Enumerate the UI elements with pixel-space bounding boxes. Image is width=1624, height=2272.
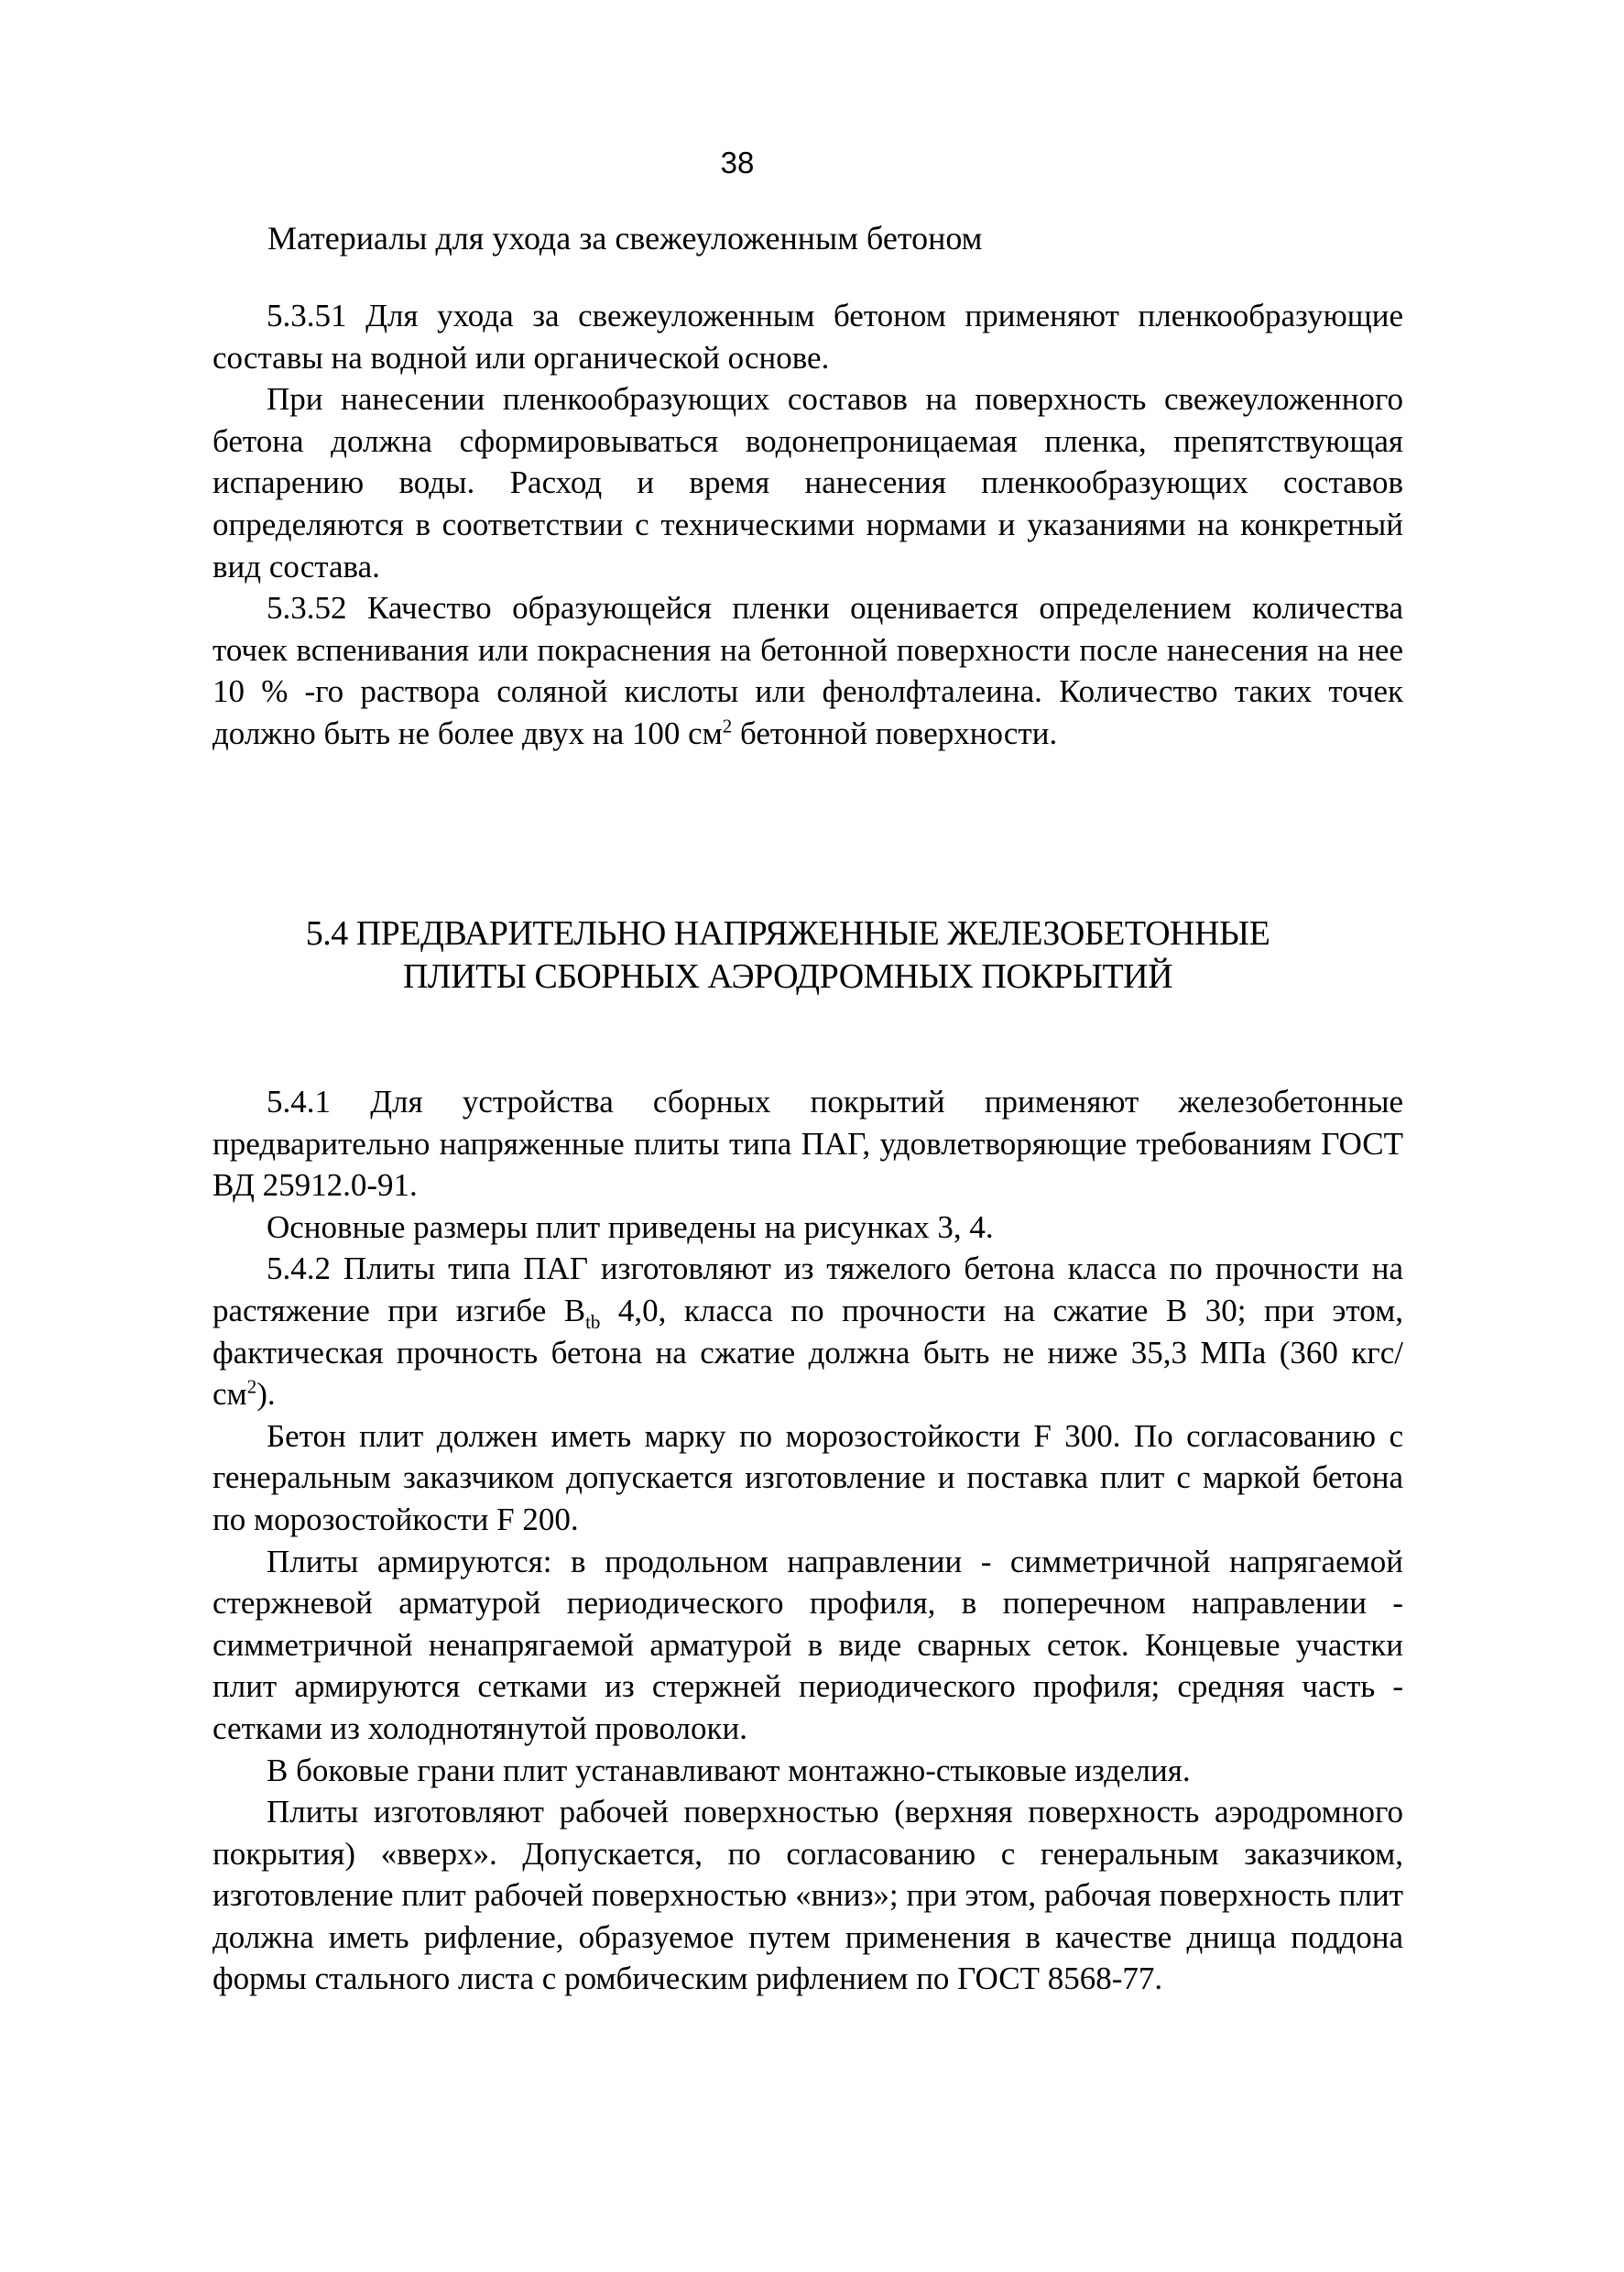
paragraph-film-requirements: При нанесении пленкообразующих составов на поверхность свежеуложенного бетона должна сформировываться водонепроницаемая пленка, препятствующая испарению воды. Расход и время нанесения пленкообразующих составов определяются в соответствии с техническими нормами и указаниями на конкретный вид состава. (213, 381, 1403, 584)
superscript: 2 (246, 1375, 257, 1398)
paragraph-joint-fittings: В боковые грани плит устанавливают монтажно-стыковые изделия. (267, 1752, 1191, 1788)
care-materials-subheading: Материалы для ухода за свежеуложенным бетоном (267, 220, 983, 257)
text-run: 5.4.2 Плиты типа ПАГ изготовляют из тяжелого бетона класса по прочности на растяжение при изгибе В (213, 1251, 1403, 1328)
paragraph-working-surface: Плиты изготовляют рабочей поверхностью (верхняя поверхность аэродромного покрытия) «вверх». Допускается, по согласованию с генеральным заказчиком, изготовление плит рабочей поверхностью «вниз»; при этом, рабочая поверхность плит должна иметь рифление, образуемое путем применения в качестве днища поддона формы стального листа с ромбическим рифлением по ГОСТ 8568-77. (213, 1794, 1403, 1997)
subscript: tb (585, 1310, 601, 1333)
paragraph-5-4-2 (213, 1248, 1403, 1415)
paragraph-reinforcement: Плиты армируются: в продольном направлении - симметричной напрягаемой стержневой арматурой периодического профиля, в поперечном направлении - симметричной ненапрягаемой арматурой в виде сварных сеток. Концевые участки плит армируются сетками из стержней периодического профиля; средняя часть - сетками из холоднотянутой проволоки. (213, 1543, 1403, 1746)
section-5-4-body (213, 1081, 1403, 2000)
paragraph-5-3-52 (213, 587, 1403, 754)
section-heading-5-4 (0, 912, 1575, 999)
paragraph-frost-resistance: Бетон плит должен иметь марку по морозостойкости F 300. По согласованию с генеральным заказчиком допускается изготовление и поставка плит с маркой бетона по морозостойкости F 200. (213, 1417, 1403, 1537)
superscript: 2 (722, 715, 733, 737)
section-heading-line: 5.4 ПРЕДВАРИТЕЛЬНО НАПРЯЖЕННЫЕ ЖЕЛЕЗОБЕТОННЫЕ (305, 914, 1270, 953)
text-run: ). (256, 1376, 276, 1413)
care-materials-body (213, 295, 1403, 755)
paragraph-5-3-51: 5.3.51 Для ухода за свежеуложенным бетоном применяют пленкообразующие составы на водной или органической основе. (213, 298, 1403, 376)
section-heading-line: ПЛИТЫ СБОРНЫХ АЭРОДРОМНЫХ ПОКРЫТИЙ (402, 957, 1173, 996)
text-run: бетонной поверхности. (732, 715, 1058, 751)
text-run: 5.3.52 Качество образующейся пленки оценивается определением количества точек вспенивания или покраснения на бетонной поверхности после нанесения на нее 10 % -го раствора соляной кислоты или фенолфталеина. Количество таких точек должно быть не более двух на 100 см (213, 590, 1403, 751)
text-run: 4,0, класса по прочности на сжатие В 30; при этом, фактическая прочность бетона на сжатие должна быть не ниже 35,3 МПа (360 кгс/см (213, 1292, 1403, 1413)
paragraph-dimensions: Основные размеры плит приведены на рисунках 3, 4. (267, 1208, 994, 1245)
paragraph-5-4-1: 5.4.1 Для устройства сборных покрытий применяют железобетонные предварительно напряженные плиты типа ПАГ, удовлетворяющие требованиям ГОСТ ВД 25912.0-91. (213, 1084, 1403, 1204)
page-number: 38 (720, 146, 755, 180)
